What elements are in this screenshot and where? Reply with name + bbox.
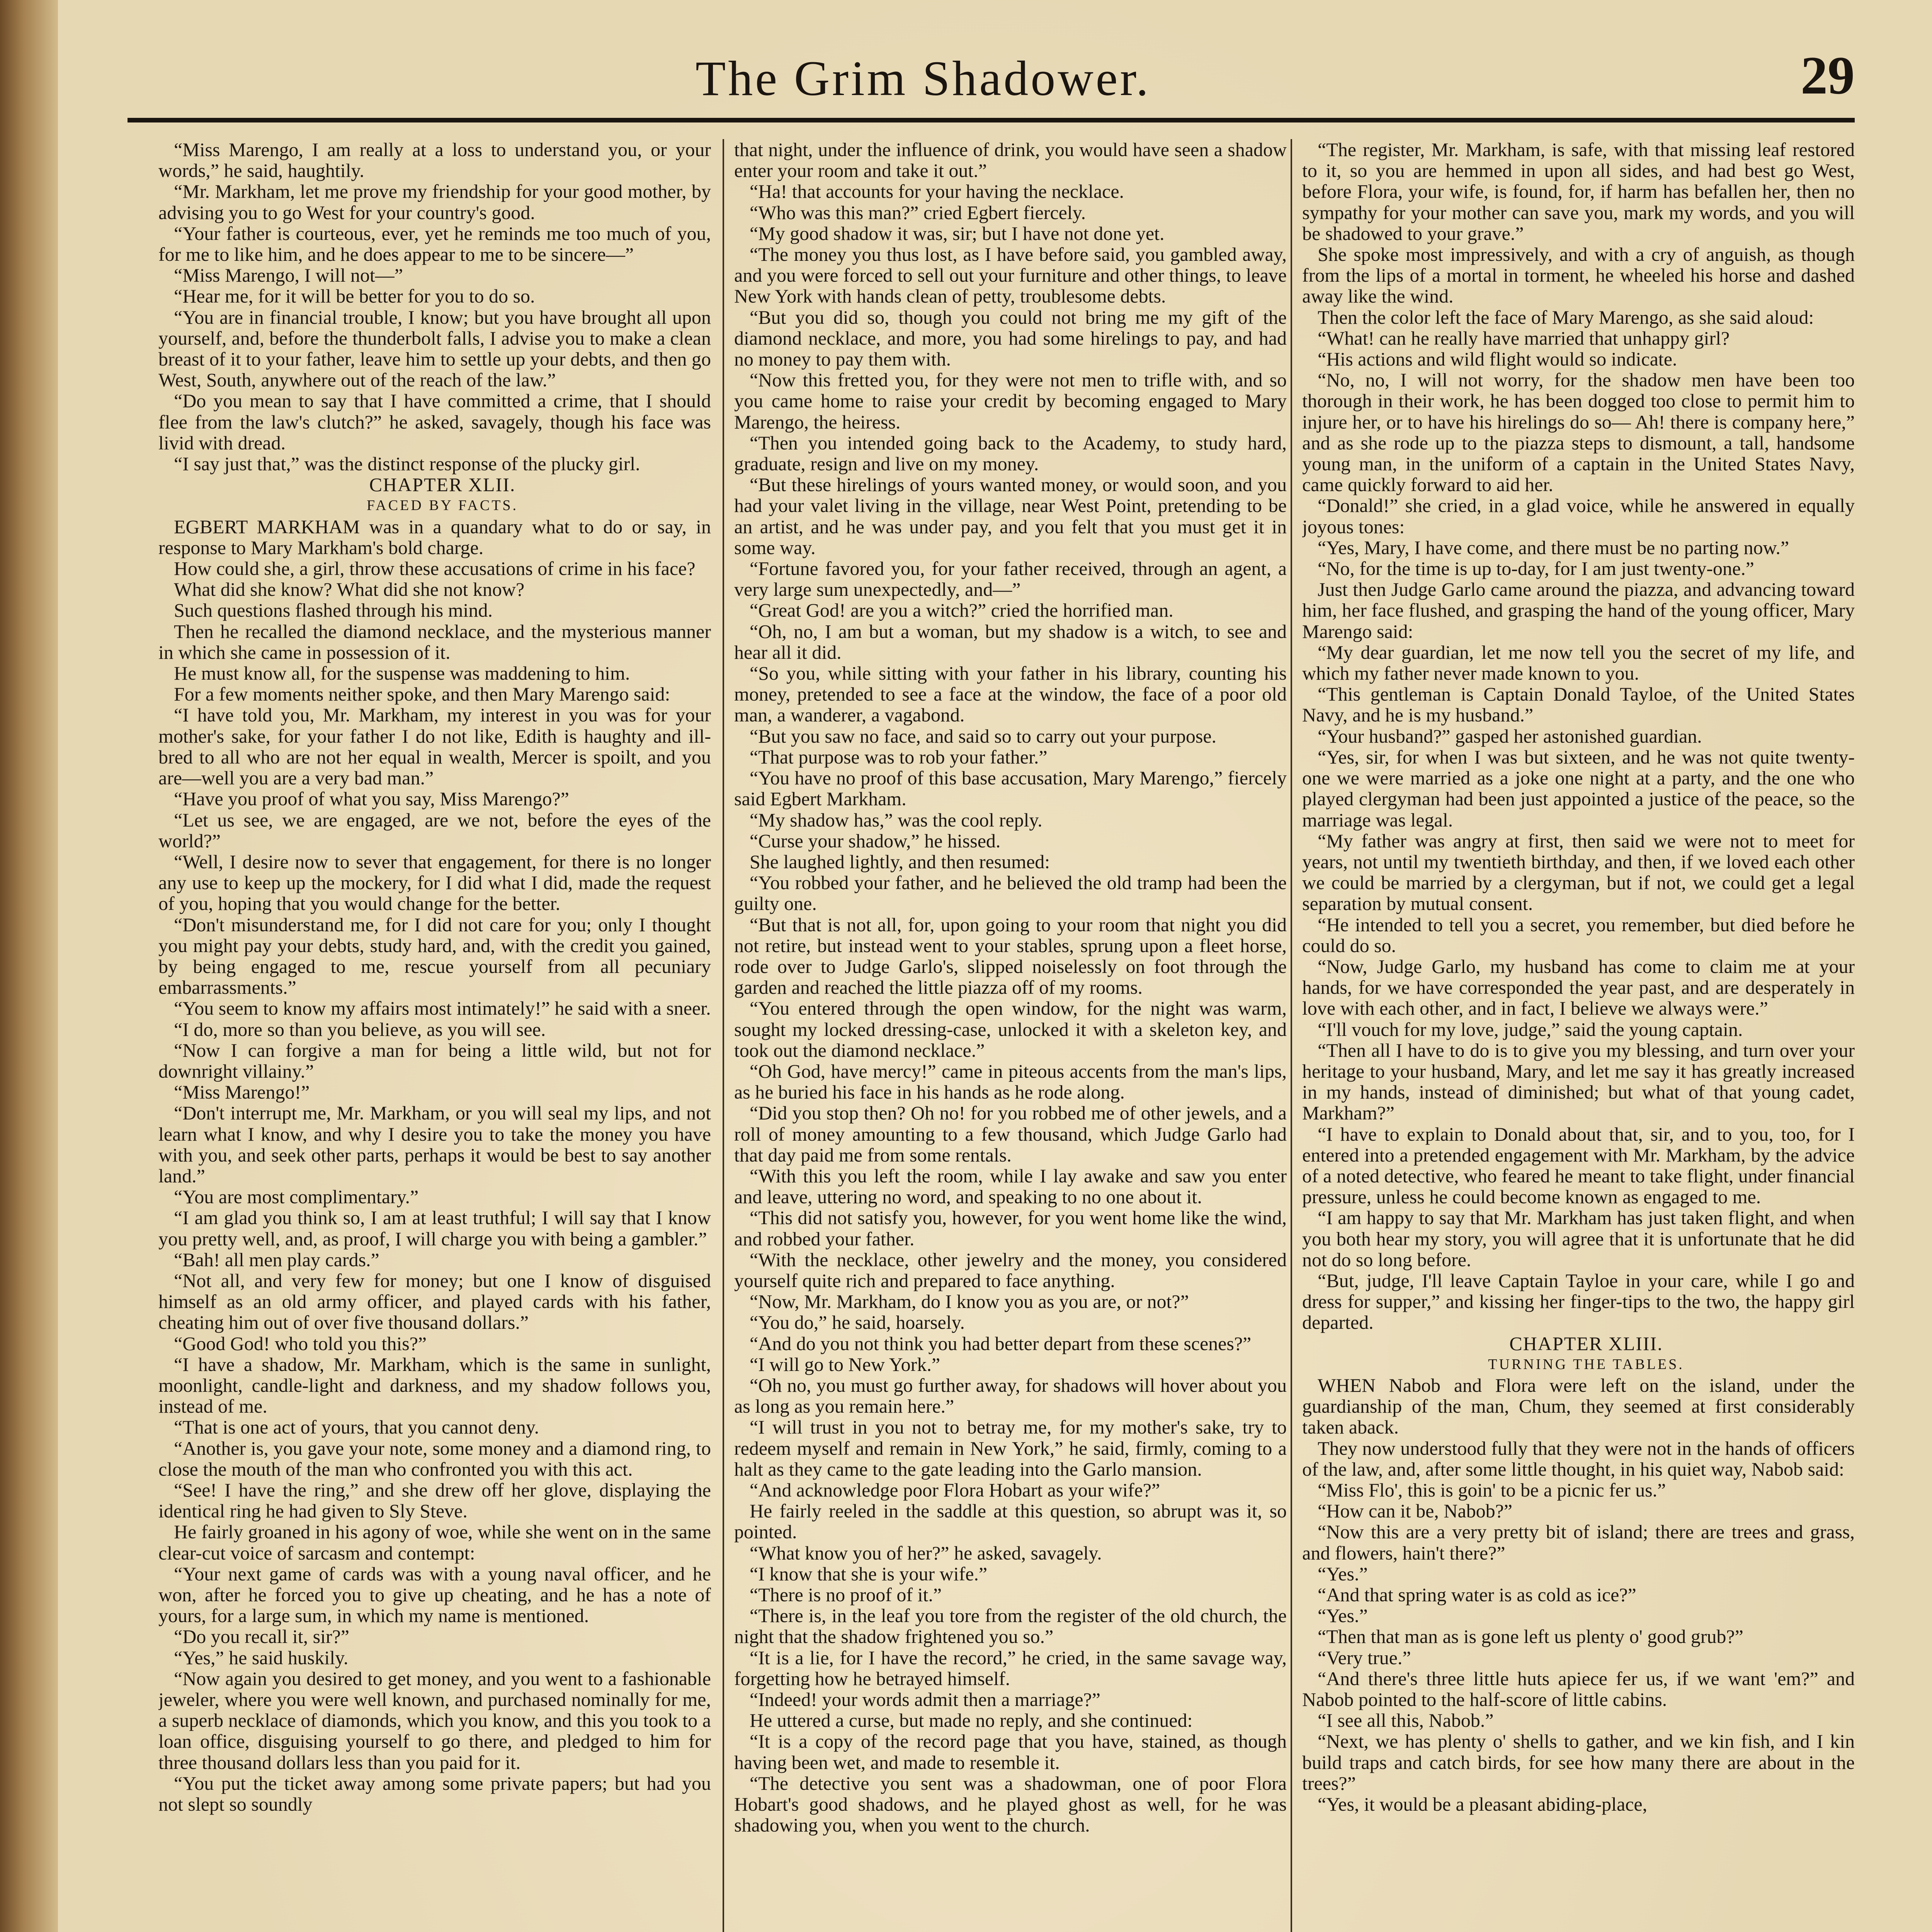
- paragraph: “You do,” he said, hoarsely.: [750, 1311, 965, 1333]
- page-number: 29: [1801, 46, 1855, 105]
- binding-spine: [0, 0, 58, 1932]
- paragraph: “You robbed your father, and he believed the old tramp had been the guilty one.: [734, 872, 1287, 915]
- paragraph: “Yes, sir, for when I was but sixteen, and he was not quite twenty-one we were married as a joke one night at a party, and the one who played clergyman had been just appointed a justice of the peace, so the marriage was legal.: [1302, 746, 1855, 831]
- paragraph: “Do you mean to say that I have committed a crime, that I should flee from the law's clutch?” he asked, savagely, though his face was livid with dread.: [158, 390, 711, 454]
- paragraph: “I am happy to say that Mr. Markham has just taken flight, and when you both hear my story, you will agree that it is unfortunate that he did not do so long before.: [1302, 1207, 1855, 1270]
- paragraph: “It is a copy of the record page that you have, stained, as though having been wet, and made to resemble it.: [734, 1730, 1287, 1773]
- paragraph: “Your next game of cards was with a young naval officer, and he won, after he forced you to give up cheating, and he has a note of yours, for a large sum, in which my name is mentioned.: [158, 1563, 711, 1627]
- paragraph: “You seem to know my affairs most intimately!” he said with a sneer.: [174, 997, 711, 1019]
- paragraph: “Yes,” he said huskily.: [174, 1646, 349, 1668]
- paragraph: “You have no proof of this base accusation, Mary Marengo,” fiercely said Egbert Markham.: [734, 767, 1287, 810]
- paragraph: “I have a shadow, Mr. Markham, which is the same in sunlight, moonlight, candle-light and darkness, and my shadow follows you, instead of me.: [158, 1353, 711, 1417]
- running-title: The Grim Shadower.: [696, 51, 1151, 106]
- paragraph: “See! I have the ring,” and she drew off her glove, displaying the identical ring he had given to Sly Steve.: [158, 1479, 711, 1522]
- paragraph: “Hear me, for it will be better for you to do so.: [174, 285, 535, 307]
- paragraph: “It is a lie, for I have the record,” he cried, in the same savage way, forgetting how he betrayed himself.: [734, 1646, 1287, 1689]
- paragraph: “And do you not think you had better depart from these scenes?”: [750, 1332, 1252, 1354]
- paragraph: “Miss Flo', this is goin' to be a picnic fer us.”: [1318, 1479, 1666, 1501]
- paragraph: “Do you recall it, sir?”: [174, 1626, 349, 1648]
- paragraph: Such questions flashed through his mind.: [174, 599, 493, 621]
- paragraph: “Oh, no, I am but a woman, but my shadow is a witch, to see and hear all it did.: [734, 620, 1287, 663]
- paragraph: “This did not satisfy you, however, for you went home like the wind, and robbed your father.: [734, 1207, 1287, 1250]
- paragraph: “Well, I desire now to sever that engagement, for there is no longer any use to keep up the mockery, for I did what I did, made the request of you, hoping that you would change for the better.: [158, 850, 711, 915]
- paragraph: “Now I can forgive a man for being a little wild, but not for downright villainy.”: [158, 1039, 711, 1082]
- paragraph: How could she, a girl, throw these accusations of crime in his face?: [174, 558, 696, 580]
- column-divider: [723, 139, 724, 1932]
- paragraph: “Miss Marengo, I am really at a loss to understand you, or your words,” he said, haughtily.: [158, 139, 711, 182]
- paragraph: that night, under the influence of drink, you would have seen a shadow enter your room and take it out.”: [734, 139, 1287, 182]
- paragraph: WHEN Nabob and Flora were left on the island, under the guardianship of the man, Chum, they seemed at first considerably taken aback.: [1302, 1374, 1855, 1438]
- paragraph: “Bah! all men play cards.”: [174, 1248, 379, 1270]
- paragraph: Then he recalled the diamond necklace, and the mysterious manner in which she came in possession of it.: [158, 620, 711, 663]
- paragraph: “Have you proof of what you say, Miss Marengo?”: [174, 788, 569, 810]
- paragraph: “With the necklace, other jewelry and the money, you considered yourself quite rich and prepared to face anything.: [734, 1248, 1287, 1291]
- paragraph: “Curse your shadow,” he hissed.: [750, 830, 1001, 852]
- paragraph: Just then Judge Garlo came around the piazza, and advancing toward him, her face flushed, and grasping the hand of the young officer, Mary Marengo said:: [1302, 578, 1855, 642]
- paragraph: “I say just that,” was the distinct response of the plucky girl.: [174, 453, 640, 475]
- paragraph: “You entered through the open window, for the night was warm, sought my locked dressing-case, unlocked it with a skeleton key, and took out the diamond necklace.”: [734, 997, 1287, 1061]
- paragraph: “Now, Mr. Markham, do I know you as you are, or not?”: [750, 1291, 1189, 1313]
- paragraph: EGBERT MARKHAM was in a quandary what to do or say, in response to Mary Markham's bold charge.: [158, 515, 711, 558]
- paragraph: “Donald!” she cried, in a glad voice, while he answered in equally joyous tones:: [1302, 495, 1855, 537]
- paragraph: “My good shadow it was, sir; but I have not done yet.: [750, 222, 1165, 244]
- paragraph: “I'll vouch for my love, judge,” said the young captain.: [1318, 1018, 1743, 1040]
- chapter-subtitle: FACED BY FACTS.: [366, 497, 519, 514]
- paragraph: “Indeed! your words admit then a marriage?”: [750, 1689, 1100, 1711]
- paragraph: “There is, in the leaf you tore from the register of the old church, the night that the shadow frightened you so.”: [734, 1605, 1287, 1648]
- paragraph: “This gentleman is Captain Donald Tayloe, of the United States Navy, and he is my husband.”: [1302, 683, 1855, 726]
- paragraph: “I have told you, Mr. Markham, my interest in you was for your mother's sake, for your father I do not like, Edith is haughty and ill-bred to all who are not her equal in wealth, Mercer is spoilt, and you are—well you are a very bad man.”: [158, 704, 711, 789]
- paragraph: She spoke most impressively, and with a cry of anguish, as though from the lips of a mortal in torment, he wheeled his horse and dashed away like the wind.: [1302, 243, 1855, 307]
- paragraph: “Mr. Markham, let me prove my friendship for your good mother, by advising you to go West for your country's good.: [158, 180, 711, 223]
- paragraph: “The detective you sent was a shadowman, one of poor Flora Hobart's good shadows, and he played ghost as well, for he was shadowing you, when you went to the church.: [734, 1772, 1287, 1836]
- paragraph: “Miss Marengo, I will not—”: [174, 264, 403, 286]
- text-column-3: [1302, 139, 1855, 1932]
- paragraph: “Ha! that accounts for your having the necklace.: [750, 180, 1124, 202]
- paragraph: “Great God! are you a witch?” cried the horrified man.: [750, 599, 1173, 621]
- paragraph: “Then that man as is gone left us plenty o' good grub?”: [1318, 1626, 1743, 1648]
- paragraph: “I see all this, Nabob.”: [1318, 1709, 1494, 1731]
- column-divider: [1291, 139, 1292, 1932]
- paragraph: “But you did so, though you could not bring me my gift of the diamond necklace, and more, you had some hirelings to pay, and had no money to pay them with.: [734, 306, 1287, 370]
- chapter-heading: CHAPTER XLIII.: [1509, 1332, 1663, 1354]
- paragraph: “My dear guardian, let me now tell you the secret of my life, and which my father never made known to you.: [1302, 641, 1855, 684]
- paragraph: “Your husband?” gasped her astonished guardian.: [1318, 725, 1702, 747]
- paragraph: “So you, while sitting with your father in his library, counting his money, pretended to see a face at the window, the face of a poor old man, a wanderer, a vagabond.: [734, 662, 1287, 726]
- paragraph: “Yes.”: [1318, 1605, 1368, 1627]
- paragraph: “I do, more so than you believe, as you will see.: [174, 1018, 546, 1040]
- paragraph: “What know you of her?” he asked, savagely.: [750, 1542, 1102, 1564]
- paragraph: “He intended to tell you a secret, you remember, but died before he could do so.: [1302, 913, 1855, 956]
- paragraph: “I will go to New York.”: [750, 1353, 940, 1375]
- paragraph: He uttered a curse, but made no reply, and she continued:: [750, 1709, 1193, 1731]
- paragraph: “And there's three little huts apiece fer us, if we want 'em?” and Nabob pointed to the half-score of little cabins.: [1302, 1667, 1855, 1711]
- paragraph: “You put the ticket away among some private papers; but had you not slept so soundly: [158, 1772, 711, 1815]
- paragraph: “And that spring water is as cold as ice?”: [1318, 1584, 1636, 1606]
- paragraph: “Yes, it would be a pleasant abiding-place,: [1318, 1793, 1648, 1815]
- paragraph: “I know that she is your wife.”: [750, 1563, 988, 1585]
- paragraph: “His actions and wild flight would so indicate.: [1318, 348, 1677, 370]
- running-header: [116, 43, 1862, 116]
- paragraph: “No, no, I will not worry, for the shadow men have been too thorough in their work, he has been dogged too close to permit him to injure her, or to have his hirelings do so— Ah! there is company here,” and as she rode up to the piazza steps to dismount, a tall, handsome young man, in the uniform of a captain in the United States Navy, came quickly forward to aid her.: [1302, 369, 1855, 496]
- paragraph: “My shadow has,” was the cool reply.: [750, 809, 1043, 831]
- paragraph: “My father was angry at first, then said we were not to meet for years, not until my twentieth birthday, and then, if we loved each other we could be married by a clergyman, but if not, we could get a legal separation by mutual consent.: [1302, 830, 1855, 915]
- paragraph: Then the color left the face of Mary Marengo, as she said aloud:: [1318, 306, 1814, 328]
- paragraph: “That purpose was to rob your father.”: [750, 746, 1048, 768]
- paragraph: “Did you stop then? Oh no! for you robbed me of other jewels, and a roll of money amounting to a few thousand, which Judge Garlo had that day paid me from some rentals.: [734, 1102, 1287, 1166]
- paragraph: What did she know? What did she not know?: [174, 578, 525, 600]
- paragraph: He fairly groaned in his agony of woe, while she went on in the same clear-cut voice of sarcasm and contempt:: [158, 1521, 711, 1564]
- paragraph: “Let us see, we are engaged, are we not, before the eyes of the world?”: [158, 809, 711, 852]
- paragraph: “With this you left the room, while I lay awake and saw you enter and leave, uttering no word, and speaking to no one about it.: [734, 1165, 1287, 1208]
- chapter-heading: CHAPTER XLII.: [369, 474, 516, 496]
- paragraph: “I will trust in you not to betray me, for my mother's sake, try to redeem myself and remain in New York,” he said, firmly, coming to a halt as they came to the gate leading into the Garlo mansion.: [734, 1416, 1287, 1480]
- paragraph: “But, judge, I'll leave Captain Tayloe in your care, while I go and dress for supper,” and kissing her finger-tips to the two, the happy girl departed.: [1302, 1269, 1855, 1333]
- paragraph: “Now this are a very pretty bit of island; there are trees and grass, and flowers, hain't there?”: [1302, 1521, 1855, 1564]
- paragraph: “Yes.”: [1318, 1563, 1368, 1585]
- paragraph: “Good God! who told you this?”: [174, 1332, 427, 1354]
- paragraph: “But these hirelings of yours wanted money, or would soon, and you had your valet living in the village, near West Point, pretending to be an artist, and he was under pay, and you felt that you must get it in some way.: [734, 474, 1287, 558]
- paragraph: “Now, Judge Garlo, my husband has come to claim me at your hands, for we have corresponded the year past, and are desperately in love with each other, and in fact, I believe we always were.”: [1302, 955, 1855, 1019]
- paragraph: “How can it be, Nabob?”: [1318, 1500, 1512, 1522]
- text-column-2: [734, 139, 1287, 1932]
- paragraph: “You are in financial trouble, I know; but you have brought all upon yourself, and, before the thunderbolt falls, I advise you to make a clean breast of it to your father, leave him to settle up your debts, and then go West, South, anywhere out of the reach of the law.”: [158, 306, 711, 391]
- paragraph: For a few moments neither spoke, and then Mary Marengo said:: [174, 683, 670, 705]
- paragraph: “Fortune favored you, for your father received, through an agent, a very large sum unexpectedly, and—”: [734, 558, 1287, 600]
- paragraph: “Then all I have to do is to give you my blessing, and turn over your heritage to your husband, Mary, and let me say it has greatly increased in my hands, instead of diminished; but what of that young cadet, Markham?”: [1302, 1039, 1855, 1124]
- chapter-subtitle: TURNING THE TABLES.: [1488, 1356, 1684, 1372]
- paragraph: “Who was this man?” cried Egbert fiercely.: [750, 201, 1086, 223]
- paragraph: “Don't interrupt me, Mr. Markham, or you will seal my lips, and not learn what I know, and why I desire you to take the money you have with you, and seek other parts, perhaps it would be best to say another land.”: [158, 1102, 711, 1187]
- paragraph: “I have to explain to Donald about that, sir, and to you, too, for I entered into a pretended engagement with Mr. Markham, by the advice of a noted detective, who feared he meant to take flight, under financial pressure, unless he could become known as engaged to me.: [1302, 1123, 1855, 1208]
- paragraph: He must know all, for the suspense was maddening to him.: [174, 662, 630, 684]
- header-rule: [128, 118, 1855, 122]
- paragraph: “And acknowledge poor Flora Hobart as your wife?”: [750, 1479, 1160, 1501]
- paragraph: “The money you thus lost, as I have before said, you gambled away, and you were forced to sell out your furniture and other things, to leave New York with hands clean of petty, troublesome debts.: [734, 243, 1287, 307]
- paragraph: “I am glad you think so, I am at least truthful; I will say that I know you pretty well, and, as proof, I will charge you with being a gambler.”: [158, 1207, 711, 1250]
- paragraph: She laughed lightly, and then resumed:: [750, 850, 1050, 872]
- paragraph: “Oh no, you must go further away, for shadows will hover about you as long as you remain here.”: [734, 1374, 1287, 1417]
- paragraph: “Next, we has plenty o' shells to gather, and we kin fish, and I kin build traps and catch birds, for see how many there are about in the trees?”: [1302, 1730, 1855, 1794]
- paragraph: “Oh God, have mercy!” came in piteous accents from the man's lips, as he buried his face in his hands as he rode along.: [734, 1060, 1287, 1103]
- paragraph: He fairly reeled in the saddle at this question, so abrupt was it, so pointed.: [734, 1500, 1287, 1543]
- text-column-1: [158, 139, 711, 1932]
- paragraph: “You are most complimentary.”: [174, 1186, 419, 1208]
- paragraph: “Then you intended going back to the Academy, to study hard, graduate, resign and live on my money.: [734, 432, 1287, 475]
- paragraph: “Now again you desired to get money, and you went to a fashionable jeweler, where you were well known, and purchased nominally for me, a superb necklace of diamonds, which you know, and this you took to a loan office, disguising yourself to go there, and pledged to him for three thousand dollars less than you paid for it.: [158, 1667, 711, 1773]
- paragraph: “No, for the time is up to-day, for I am just twenty-one.”: [1318, 558, 1754, 580]
- paragraph: “Your father is courteous, ever, yet he reminds me too much of you, for me to like him, and he does appear to me to be sincere—”: [158, 222, 711, 265]
- paragraph: “But that is not all, for, upon going to your room that night you did not retire, but instead went to your stables, sprung upon a fleet horse, rode over to Judge Garlo's, slipped noiselessly on foot through the garden and reached the little piazza off of my rooms.: [734, 913, 1287, 998]
- paragraph: “Don't misunderstand me, for I did not care for you; only I thought you might pay your debts, study hard, and, with the credit you gained, by being engaged to me, rescue yourself from all pecuniary embarrassments.”: [158, 913, 711, 998]
- paragraph: “Very true.”: [1318, 1646, 1411, 1668]
- paragraph: “Miss Marengo!”: [174, 1081, 310, 1103]
- paragraph: “Now this fretted you, for they were not men to trifle with, and so you came home to raise your credit by becoming engaged to Mary Marengo, the heiress.: [734, 369, 1287, 433]
- paragraph: “What! can he really have married that unhappy girl?: [1318, 327, 1730, 349]
- paragraph: “Yes, Mary, I have come, and there must be no parting now.”: [1318, 536, 1789, 558]
- paragraph: “Another is, you gave your note, some money and a diamond ring, to close the mouth of the man who confronted you with this act.: [158, 1437, 711, 1480]
- paragraph: “The register, Mr. Markham, is safe, with that missing leaf restored to it, so you are hemmed in upon all sides, and had best go West, before Flora, your wife, is found, for, if harm has befallen her, then no sympathy for your mother can save you, mark my words, and you will be shadowed to your grave.”: [1302, 139, 1855, 244]
- paragraph: “There is no proof of it.”: [750, 1584, 942, 1606]
- paragraph: They now understood fully that they were not in the hands of officers of the law, and, after some little thought, in his quiet way, Nabob said:: [1302, 1437, 1855, 1480]
- paragraph: “But you saw no face, and said so to carry out your purpose.: [750, 725, 1217, 747]
- paragraph: “Not all, and very few for money; but one I know of disguised himself as an old army officer, and played cards with his father, cheating him out of over five thousand dollars.”: [158, 1269, 711, 1333]
- paragraph: “That is one act of yours, that you cannot deny.: [174, 1416, 539, 1438]
